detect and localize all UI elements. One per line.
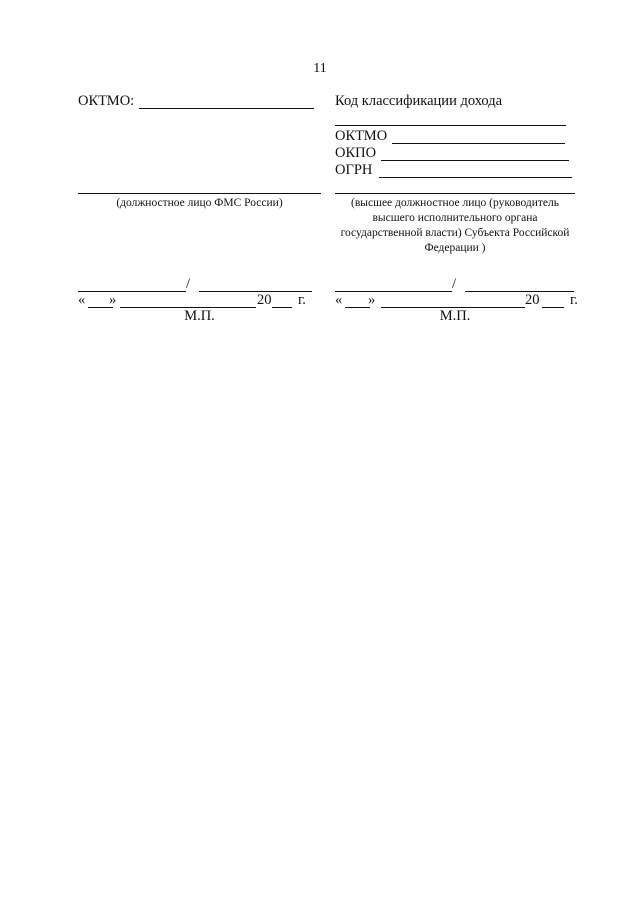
- left-date-open-quote: «: [78, 292, 86, 308]
- left-date-close-quote: »: [109, 292, 117, 308]
- right-stamp: М.П.: [439, 308, 471, 324]
- right-date-year-prefix: 20: [525, 292, 540, 308]
- right-oktmo-label: ОКТМО: [335, 128, 388, 144]
- left-signature-line: [78, 193, 321, 194]
- page-number: 11: [313, 61, 327, 76]
- right-okpo-label: ОКПО: [335, 145, 377, 161]
- right-ogrn-label: ОГРН: [335, 162, 373, 178]
- right-date-close-quote: »: [368, 292, 376, 308]
- right-signer-caption: (высшее должностное лицо (руководитель высшего исполнительного органа государственной власти) Субъекта Российской Федерации ): [340, 197, 570, 254]
- left-slash: /: [186, 276, 191, 292]
- right-name-field-line[interactable]: [465, 291, 574, 292]
- right-slash: /: [452, 276, 457, 292]
- right-income-code-field-line[interactable]: [335, 125, 566, 126]
- left-oktmo-field-line[interactable]: [139, 108, 314, 109]
- left-date-year-prefix: 20: [257, 292, 272, 308]
- left-stamp: М.П.: [184, 308, 215, 324]
- left-name-field-line[interactable]: [199, 291, 312, 292]
- right-income-code-label: Код классификации дохода: [335, 93, 503, 109]
- left-oktmo-label: ОКТМО:: [78, 93, 135, 109]
- left-date-year-suffix: г.: [298, 292, 306, 308]
- left-signature-field-line[interactable]: [78, 291, 186, 292]
- right-ogrn-field-line[interactable]: [379, 177, 572, 178]
- left-signer-caption: (должностное лицо ФМС России): [116, 197, 283, 209]
- right-okpo-field-line[interactable]: [381, 160, 569, 161]
- right-signature-line: [335, 193, 575, 194]
- right-date-open-quote: «: [335, 292, 343, 308]
- right-date-year-suffix: г.: [570, 292, 578, 308]
- right-oktmo-field-line[interactable]: [392, 143, 565, 144]
- right-signature-field-line[interactable]: [335, 291, 452, 292]
